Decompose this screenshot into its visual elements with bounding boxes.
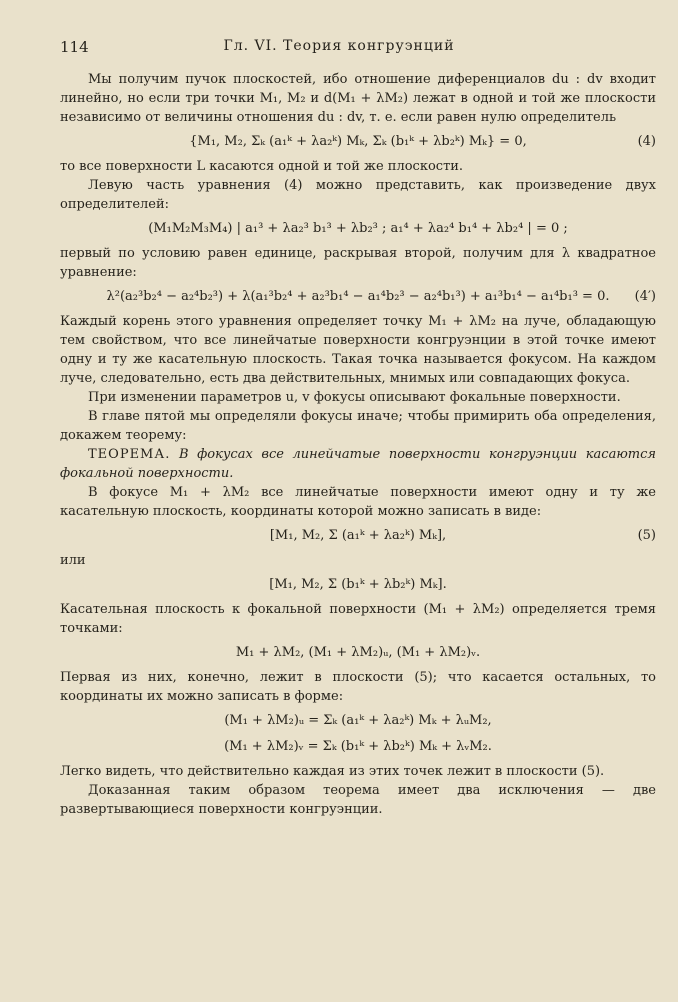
paragraph: Каждый корень этого уравнения определяет точку M₁ + λM₂ на луче, обладающую тем свойством, что все линейчатые поверхности конгруэнции в этой точке имеют одну и ту же касательную плоскость. Такая точка называется фокусом. На каждом луче, следовательно, есть два действительных, мнимых или совпадающих фокуса. bbox=[60, 314, 656, 386]
equation-text: (M₁ + λM₂)ᵤ = Σₖ (a₁ᵏ + λa₂ᵏ) Mₖ + λᵤM₂, bbox=[224, 713, 492, 728]
or-word: или bbox=[60, 553, 86, 568]
equation-5b bbox=[60, 574, 656, 596]
paragraph: Доказанная таким образом теорема имеет два исключения — две развертывающиеся поверхности конгруэнции. bbox=[60, 783, 656, 817]
page-number: 114 bbox=[60, 38, 89, 56]
paragraph: Касательная плоскость к фокальной поверхности (M₁ + λM₂) определяется тремя точками: bbox=[60, 602, 656, 636]
equation-u bbox=[60, 710, 656, 732]
equation-text: (M₁M₂M₃M₄) | a₁³ + λa₂³ b₁³ + λb₂³ ; a₁⁴ + λa₂⁴ b₁⁴ + λb₂⁴ | = 0 ; bbox=[148, 221, 568, 236]
equation-text: (M₁ + λM₂)ᵥ = Σₖ (b₁ᵏ + λb₂ᵏ) Mₖ + λᵥM₂. bbox=[224, 739, 492, 754]
equation-text: λ²(a₂³b₂⁴ − a₂⁴b₂³) + λ(a₁³b₂⁴ + a₂³b₁⁴ − a₁⁴b₂³ − a₂⁴b₁³) + a₁³b₁⁴ − a₁⁴b₁³ = 0. bbox=[106, 289, 610, 304]
equation-4 bbox=[60, 131, 656, 153]
paragraph: Левую часть уравнения (4) можно представить, как произведение двух определителей: bbox=[60, 178, 656, 212]
equation-4-prime bbox=[60, 286, 656, 308]
theorem bbox=[60, 445, 656, 483]
equation-determinant bbox=[60, 218, 656, 240]
paragraph: Мы получим пучок плоскостей, ибо отношение диференциалов du : dv входит линейно, но если три точки M₁, M₂ и d(M₁ + λM₂) лежат в одной и той же плоскости независимо от величины отношения du : dv, т. е. если равен нулю определитель bbox=[60, 72, 656, 125]
paragraph: первый по условию равен единице, раскрывая второй, получим для λ квадратное уравнение: bbox=[60, 246, 656, 280]
running-head: Гл. VI. Теория конгруэнций bbox=[223, 38, 455, 54]
paragraph: При изменении параметров u, v фокусы описывают фокальные поверхности. bbox=[88, 390, 621, 405]
paragraph: Первая из них, конечно, лежит в плоскости (5); что касается остальных, то координаты их можно записать в форме: bbox=[60, 670, 656, 704]
page-body bbox=[60, 70, 656, 819]
paragraph: то все поверхности L касаются одной и той же плоскости. bbox=[60, 159, 464, 174]
paragraph: В главе пятой мы определяли фокусы иначе; чтобы примирить оба определения, докажем теорему: bbox=[60, 409, 656, 443]
theorem-label: ТЕОРЕМА. bbox=[88, 447, 171, 462]
paragraph: Легко видеть, что действительно каждая из этих точек лежит в плоскости (5). bbox=[60, 764, 605, 779]
equation-text: M₁ + λM₂, (M₁ + λM₂)ᵤ, (M₁ + λM₂)ᵥ. bbox=[235, 645, 481, 660]
equation-points bbox=[60, 642, 656, 664]
equation-text: {M₁, M₂, Σₖ (a₁ᵏ + λa₂ᵏ) Mₖ, Σₖ (b₁ᵏ + λb₂ᵏ) Mₖ} = 0, bbox=[189, 134, 527, 149]
equation-number: (4′) bbox=[634, 289, 656, 304]
equation-v bbox=[60, 736, 656, 758]
theorem-text: В фокусах все линейчатые поверхности конгруэнции касаются фокальной поверхности. bbox=[60, 447, 656, 481]
equation-number: (4) bbox=[637, 134, 656, 149]
equation-text: [M₁, M₂, Σ (a₁ᵏ + λa₂ᵏ) Mₖ], bbox=[269, 528, 447, 543]
equation-number: (5) bbox=[637, 528, 656, 543]
equation-5a bbox=[60, 525, 656, 547]
page-header bbox=[0, 38, 678, 58]
paragraph: В фокусе M₁ + λM₂ все линейчатые поверхности имеют одну и ту же касательную плоскость, координаты которой можно записать в виде: bbox=[60, 485, 656, 519]
equation-text: [M₁, M₂, Σ (b₁ᵏ + λb₂ᵏ) Mₖ]. bbox=[269, 577, 447, 592]
